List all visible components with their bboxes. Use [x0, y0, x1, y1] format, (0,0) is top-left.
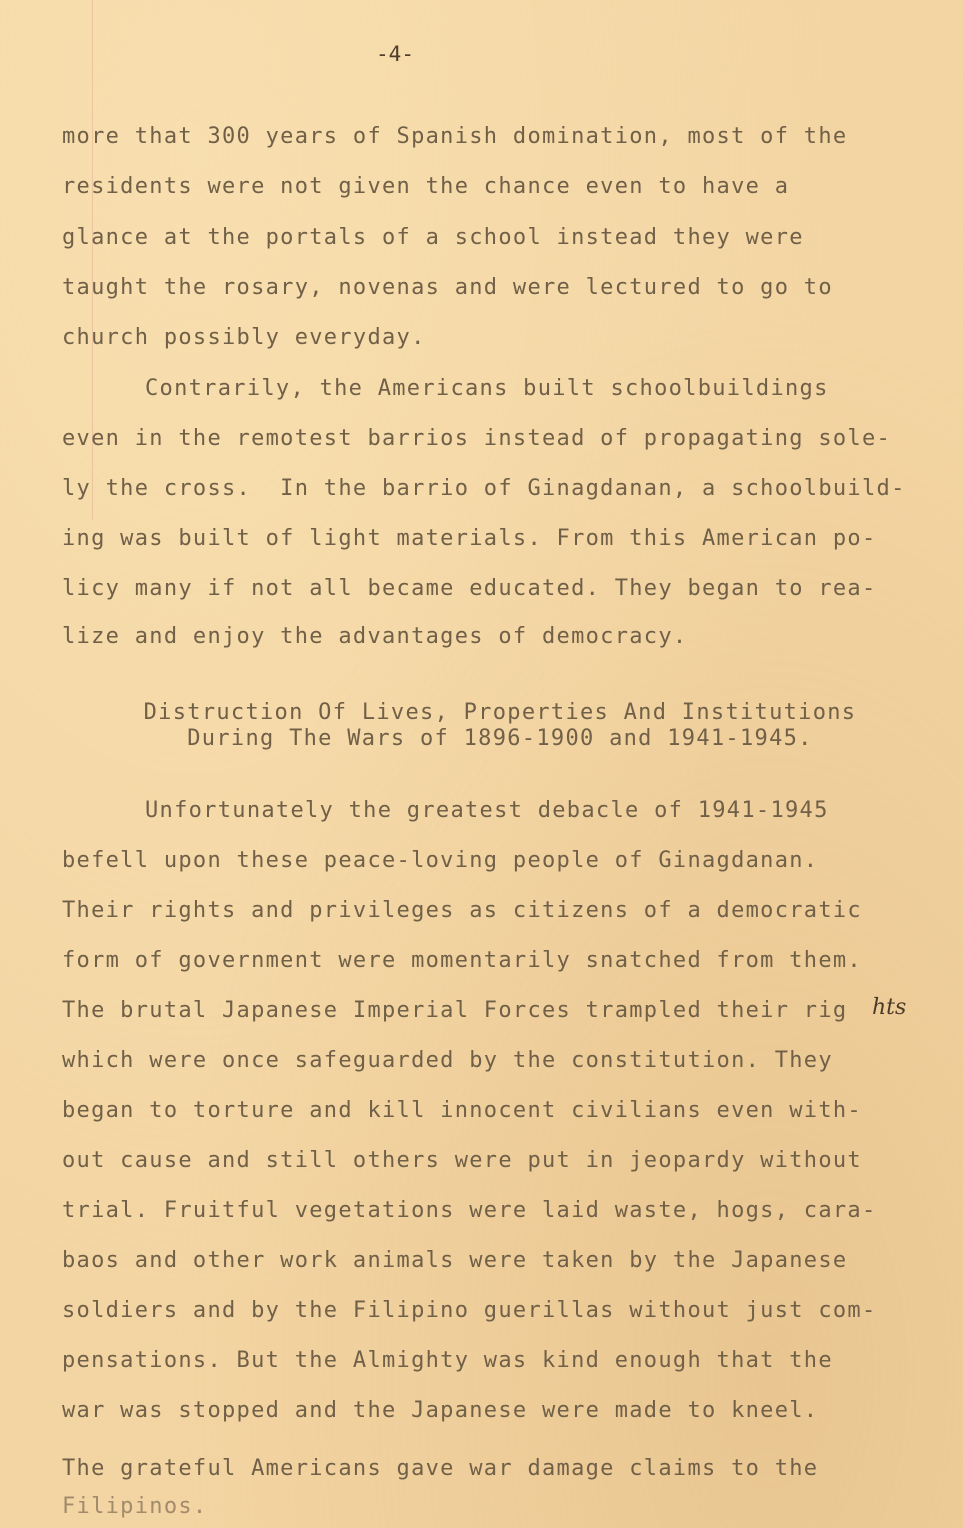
paragraph-1-line: residents were not given the chance even to have a — [62, 174, 790, 199]
paragraph-3-line: Unfortunately the greatest debacle of 1941-1945 — [145, 798, 829, 823]
handwritten-correction: hts — [872, 995, 907, 1020]
paragraph-3-line: which were once safeguarded by the constitution. They — [62, 1048, 833, 1073]
paragraph-2-line: even in the remotest barrios instead of propagating sole- — [62, 426, 892, 451]
paragraph-3-line: out cause and still others were put in jeopardy without — [62, 1148, 862, 1173]
paragraph-1-line: church possibly everyday. — [62, 325, 426, 350]
paragraph-3-line: war was stopped and the Japanese were made to kneel. — [62, 1398, 819, 1423]
paragraph-3-line: began to torture and kill innocent civilians even with- — [62, 1098, 862, 1123]
paragraph-3-line: befell upon these peace-loving people of Ginagdanan. — [62, 848, 819, 873]
paragraph-1-line: taught the rosary, novenas and were lectured to go to — [62, 275, 833, 300]
paragraph-3-line: pensations. But the Almighty was kind enough that the — [62, 1348, 833, 1373]
paragraph-2-line: licy many if not all became educated. They began to rea- — [62, 576, 877, 601]
paragraph-3-line: baos and other work animals were taken by the Japanese — [62, 1248, 848, 1273]
paragraph-1-line: more that 300 years of Spanish domination, most of the — [62, 124, 848, 149]
paragraph-3-line: The grateful Americans gave war damage claims to the — [62, 1456, 819, 1481]
section-heading-line: During The Wars of 1896-1900 and 1941-1945. — [187, 726, 813, 751]
paragraph-3-line: Their rights and privileges as citizens of a democratic — [62, 898, 862, 923]
page-number: -4- — [376, 42, 414, 66]
paragraph-3-line: Filipinos. — [62, 1494, 208, 1519]
paragraph-2-line: lize and enjoy the advantages of democracy. — [62, 624, 688, 649]
paragraph-3-line: soldiers and by the Filipino guerillas without just com- — [62, 1298, 877, 1323]
paragraph-2-line: ing was built of light materials. From this American po- — [62, 526, 877, 551]
paragraph-3-line: The brutal Japanese Imperial Forces trampled their rig — [62, 998, 848, 1023]
section-heading-line: Distruction Of Lives, Properties And Institutions — [143, 700, 857, 725]
paragraph-3-line: form of government were momentarily snatched from them. — [62, 948, 862, 973]
paragraph-1-line: glance at the portals of a school instead they were — [62, 225, 804, 250]
paragraph-2-line: Contrarily, the Americans built schoolbuildings — [145, 376, 829, 401]
paragraph-3-line: trial. Fruitful vegetations were laid waste, hogs, cara- — [62, 1198, 877, 1223]
paragraph-2-line: ly the cross. In the barrio of Ginagdanan, a schoolbuild- — [62, 476, 906, 501]
